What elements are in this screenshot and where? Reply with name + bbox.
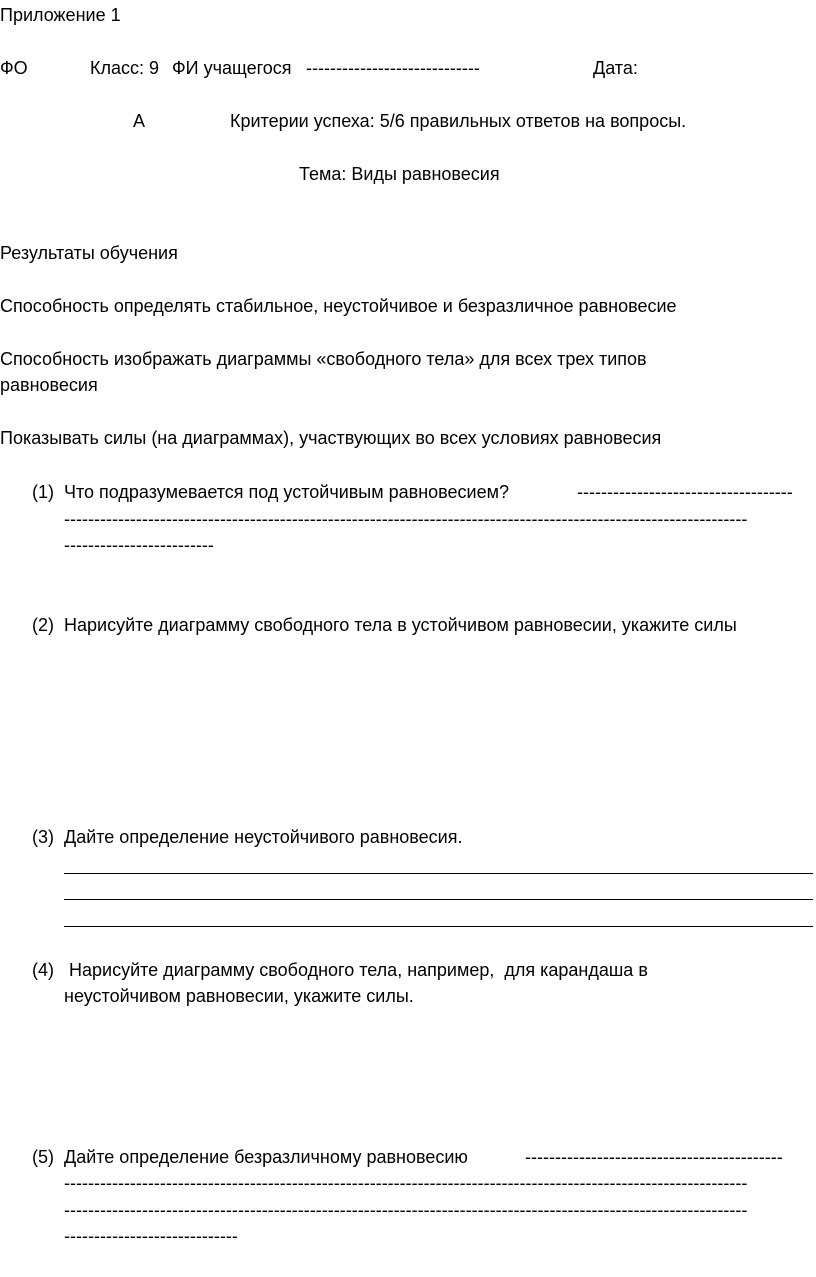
answer-dashes: -------------------------: [64, 535, 214, 555]
outcomes-heading: Результаты обучения: [0, 243, 178, 263]
question-number: (4): [32, 960, 54, 980]
answer-line: [64, 899, 813, 900]
outcome-item-continuation: равновесия: [0, 375, 98, 395]
question-text: Дайте определение безразличному равновесию: [64, 1147, 468, 1167]
date-label: Дата:: [593, 58, 638, 78]
class-label: Класс: 9: [90, 58, 160, 78]
answer-dashes: -----------------------------: [64, 1226, 238, 1246]
question-text: Что подразумевается под устойчивым равновесием?: [64, 482, 509, 502]
student-name-blank: -----------------------------: [306, 58, 480, 78]
question-text: Дайте определение неустойчивого равновесия.: [64, 827, 463, 847]
answer-dashes: ------------------------------------: [577, 482, 793, 502]
question-number: (5): [32, 1147, 54, 1167]
answer-line: [64, 926, 813, 927]
answer-dashes: ------------------------------------------------------------------------------------------------------------------: [64, 1200, 748, 1220]
appendix-label: Приложение 1: [0, 5, 121, 25]
variant-label: А: [133, 111, 146, 131]
student-name-label: ФИ учащегося: [172, 58, 292, 78]
outcome-item: Способность определять стабильное, неустойчивое и безразличное равновесие: [0, 296, 677, 316]
question-number: (1): [32, 482, 54, 502]
answer-line: [64, 873, 813, 874]
topic-title: Тема: Виды равновесия: [299, 164, 500, 184]
question-text-continuation: неустойчивом равновесии, укажите силы.: [64, 986, 414, 1006]
answer-dashes: ------------------------------------------------------------------------------------------------------------------: [64, 1173, 748, 1193]
question-text: Нарисуйте диаграмму свободного тела в устойчивом равновесии, укажите силы: [64, 615, 737, 635]
success-criteria: Критерии успеха: 5/6 правильных ответов на вопросы.: [230, 111, 687, 131]
answer-dashes: -------------------------------------------: [525, 1147, 783, 1167]
outcome-item: Способность изображать диаграммы «свободного тела» для всех трех типов: [0, 349, 647, 369]
question-text: Нарисуйте диаграмму свободного тела, например, для карандаша в: [64, 960, 648, 980]
fo-label: ФО: [0, 58, 28, 78]
outcome-item: Показывать силы (на диаграммах), участвующих во всех условиях равновесия: [0, 428, 662, 448]
answer-dashes: ------------------------------------------------------------------------------------------------------------------: [64, 509, 748, 529]
question-number: (3): [32, 827, 54, 847]
question-number: (2): [32, 615, 54, 635]
